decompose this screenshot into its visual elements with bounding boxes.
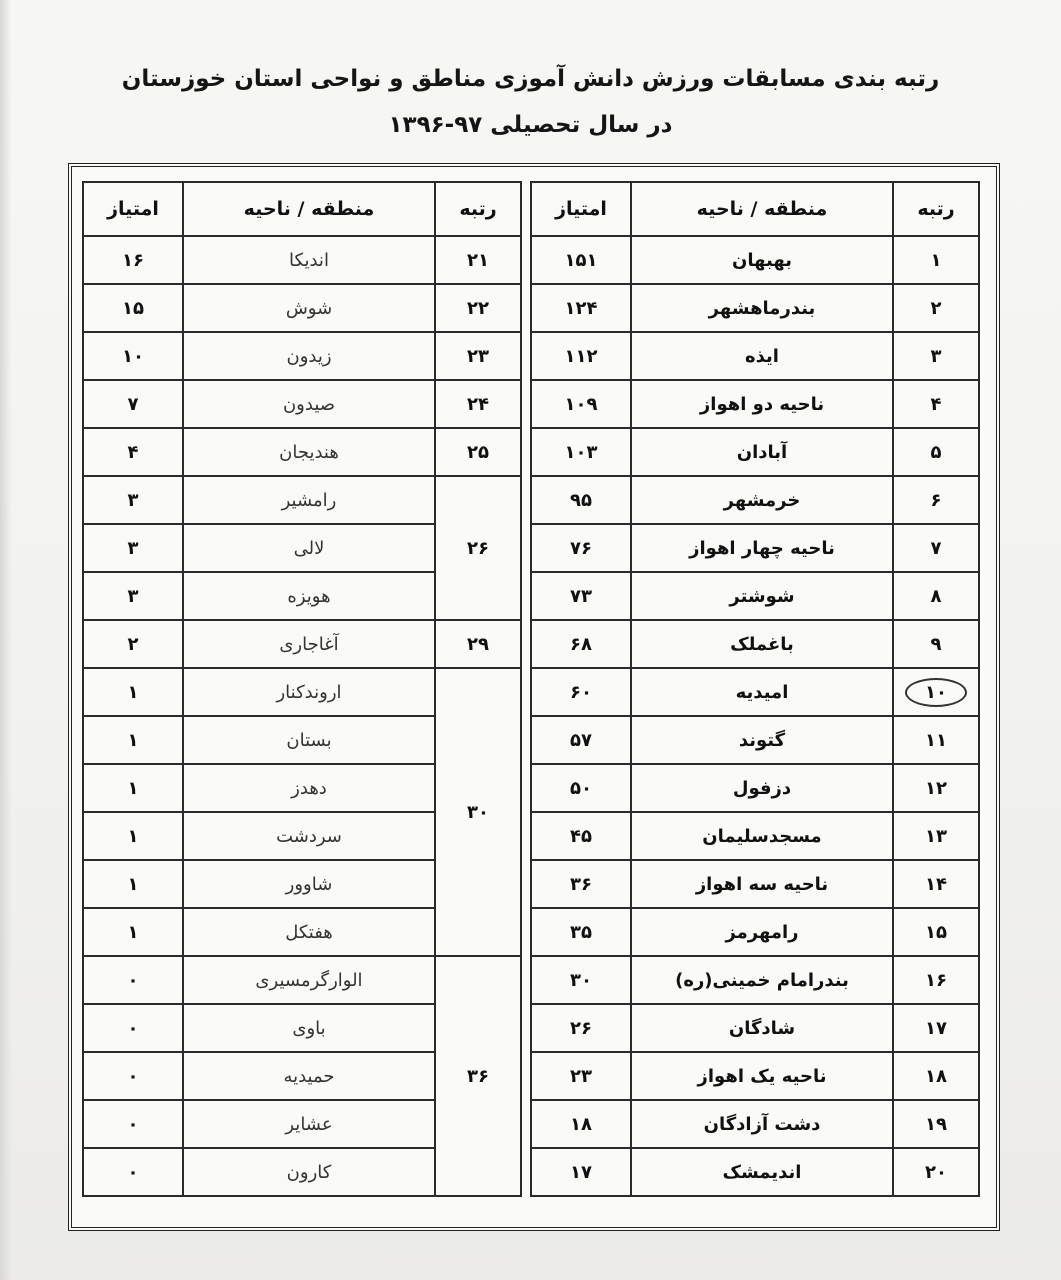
score-cell: ۱	[83, 860, 183, 908]
rank-cell: ۱۵	[893, 908, 979, 956]
header-score: امتیاز	[83, 182, 183, 236]
score-cell: ۰	[83, 1100, 183, 1148]
header-region: منطقه / ناحیه	[183, 182, 435, 236]
header-rank: رتبه	[435, 182, 521, 236]
table-row	[83, 620, 521, 668]
region-cell: آغاجاری	[183, 620, 435, 668]
region-cell: شوشتر	[631, 572, 893, 620]
region-cell: بستان	[183, 716, 435, 764]
table-row	[83, 956, 521, 1004]
rank-cell: ۹	[893, 620, 979, 668]
score-cell: ۳۰	[531, 956, 631, 1004]
region-cell: اروندکنار	[183, 668, 435, 716]
rank-cell: ۱۸	[893, 1052, 979, 1100]
region-cell: اندیکا	[183, 236, 435, 284]
score-cell: ۴	[83, 428, 183, 476]
region-cell: عشایر	[183, 1100, 435, 1148]
table-row	[531, 476, 979, 524]
score-cell: ۱	[83, 812, 183, 860]
score-cell: ۱۰۹	[531, 380, 631, 428]
table-row	[531, 428, 979, 476]
region-cell: بهبهان	[631, 236, 893, 284]
rank-cell-merged: ۲۶	[435, 476, 521, 620]
rank-cell: ۲	[893, 284, 979, 332]
region-cell: لالی	[183, 524, 435, 572]
table-row	[531, 668, 979, 716]
rank-cell: ۱۶	[893, 956, 979, 1004]
table-row	[531, 380, 979, 428]
table-row	[83, 476, 521, 524]
region-cell: امیدیه	[631, 668, 893, 716]
page-edge-shadow	[0, 0, 12, 1280]
score-cell: ۳	[83, 476, 183, 524]
table-row	[531, 1004, 979, 1052]
header-region: منطقه / ناحیه	[631, 182, 893, 236]
table-row	[531, 332, 979, 380]
region-cell: کارون	[183, 1148, 435, 1196]
score-cell: ۳	[83, 572, 183, 620]
rank-cell: ۷	[893, 524, 979, 572]
rank-cell: ۴	[893, 380, 979, 428]
document-title: رتبه بندی مسابقات ورزش دانش آموزی مناطق و نواحی استان خوزستان	[121, 66, 940, 92]
rank-cell: ۱۱	[893, 716, 979, 764]
table-row	[83, 668, 521, 716]
region-cell: سردشت	[183, 812, 435, 860]
rank-cell: ۵	[893, 428, 979, 476]
score-cell: ۱۵	[83, 284, 183, 332]
region-cell: دشت آزادگان	[631, 1100, 893, 1148]
rank-cell-merged: ۳۰	[435, 668, 521, 956]
score-cell: ۵۷	[531, 716, 631, 764]
table-row	[531, 620, 979, 668]
region-cell: دهدز	[183, 764, 435, 812]
score-cell: ۱۶	[83, 236, 183, 284]
rank-cell: ۱۷	[893, 1004, 979, 1052]
region-cell: حمیدیه	[183, 1052, 435, 1100]
region-cell: ایذه	[631, 332, 893, 380]
score-cell: ۱	[83, 908, 183, 956]
rank-cell: ۲۵	[435, 428, 521, 476]
score-cell: ۳	[83, 524, 183, 572]
table-row	[83, 284, 521, 332]
table-row	[531, 908, 979, 956]
table-row	[531, 956, 979, 1004]
table-row	[531, 1148, 979, 1196]
table-row	[83, 332, 521, 380]
region-cell: ناحیه دو اهواز	[631, 380, 893, 428]
score-cell: ۴۵	[531, 812, 631, 860]
table-row	[531, 1052, 979, 1100]
region-cell: گتوند	[631, 716, 893, 764]
region-cell: شوش	[183, 284, 435, 332]
rank-cell-circled	[893, 668, 979, 716]
rank-cell: ۸	[893, 572, 979, 620]
score-cell: ۹۵	[531, 476, 631, 524]
table-row	[531, 860, 979, 908]
region-cell: مسجدسلیمان	[631, 812, 893, 860]
score-cell: ۱	[83, 764, 183, 812]
score-cell: ۰	[83, 1148, 183, 1196]
region-cell: زیدون	[183, 332, 435, 380]
region-cell: ناحیه یک اهواز	[631, 1052, 893, 1100]
rank-cell: ۱۲	[893, 764, 979, 812]
header-score: امتیاز	[531, 182, 631, 236]
score-cell: ۰	[83, 956, 183, 1004]
table-row	[531, 284, 979, 332]
rank-cell-merged: ۳۶	[435, 956, 521, 1196]
table-row	[83, 236, 521, 284]
region-cell: اندیمشک	[631, 1148, 893, 1196]
rank-cell: ۲۱	[435, 236, 521, 284]
rank-cell: ۱	[893, 236, 979, 284]
rank-cell: ۱۹	[893, 1100, 979, 1148]
rank-cell: ۲۹	[435, 620, 521, 668]
score-cell: ۱۸	[531, 1100, 631, 1148]
region-cell: رامهرمز	[631, 908, 893, 956]
region-cell: بندرامام خمینی(ره)	[631, 956, 893, 1004]
region-cell: باوی	[183, 1004, 435, 1052]
score-cell: ۰	[83, 1004, 183, 1052]
score-cell: ۷۶	[531, 524, 631, 572]
rank-cell: ۳	[893, 332, 979, 380]
score-cell: ۶۸	[531, 620, 631, 668]
region-cell: شاوور	[183, 860, 435, 908]
score-cell: ۳۵	[531, 908, 631, 956]
score-cell: ۶۰	[531, 668, 631, 716]
region-cell: دزفول	[631, 764, 893, 812]
score-cell: ۱	[83, 668, 183, 716]
table-row	[531, 1100, 979, 1148]
region-cell: باغملک	[631, 620, 893, 668]
score-cell: ۷	[83, 380, 183, 428]
score-cell: ۱۰	[83, 332, 183, 380]
circled-rank-mark: ۱۰	[905, 678, 967, 707]
score-cell: ۵۰	[531, 764, 631, 812]
region-cell: خرمشهر	[631, 476, 893, 524]
rank-cell: ۶	[893, 476, 979, 524]
score-cell: ۱۷	[531, 1148, 631, 1196]
score-cell: ۷۳	[531, 572, 631, 620]
score-cell: ۱۱۲	[531, 332, 631, 380]
score-cell: ۲۳	[531, 1052, 631, 1100]
score-cell: ۱۵۱	[531, 236, 631, 284]
region-cell: رامشیر	[183, 476, 435, 524]
score-cell: ۲	[83, 620, 183, 668]
region-cell: هفتکل	[183, 908, 435, 956]
region-cell: هویزه	[183, 572, 435, 620]
table-row	[531, 716, 979, 764]
score-cell: ۲۶	[531, 1004, 631, 1052]
region-cell: ناحیه سه اهواز	[631, 860, 893, 908]
table-row	[531, 764, 979, 812]
ranking-table-right	[530, 181, 980, 1197]
table-header-row	[83, 182, 521, 236]
table-row	[83, 380, 521, 428]
table-row	[531, 572, 979, 620]
table-row	[531, 812, 979, 860]
document-subtitle: در سال تحصیلی ۹۷-۱۳۹۶	[388, 112, 673, 138]
table-header-row	[531, 182, 979, 236]
region-cell: صیدون	[183, 380, 435, 428]
table-row	[83, 428, 521, 476]
score-cell: ۳۶	[531, 860, 631, 908]
score-cell: ۱	[83, 716, 183, 764]
region-cell: هندیجان	[183, 428, 435, 476]
rank-cell: ۲۴	[435, 380, 521, 428]
score-cell: ۰	[83, 1052, 183, 1100]
ranking-table-left	[82, 181, 522, 1197]
rank-cell: ۲۳	[435, 332, 521, 380]
rank-cell: ۲۲	[435, 284, 521, 332]
score-cell: ۱۲۴	[531, 284, 631, 332]
rank-cell: ۱۴	[893, 860, 979, 908]
table-row	[531, 524, 979, 572]
score-cell: ۱۰۳	[531, 428, 631, 476]
region-cell: بندرماهشهر	[631, 284, 893, 332]
table-row	[531, 236, 979, 284]
region-cell: شادگان	[631, 1004, 893, 1052]
rank-cell: ۱۳	[893, 812, 979, 860]
region-cell: ناحیه چهار اهواز	[631, 524, 893, 572]
header-rank: رتبه	[893, 182, 979, 236]
region-cell: آبادان	[631, 428, 893, 476]
rank-cell: ۲۰	[893, 1148, 979, 1196]
region-cell: الوارگرمسیری	[183, 956, 435, 1004]
